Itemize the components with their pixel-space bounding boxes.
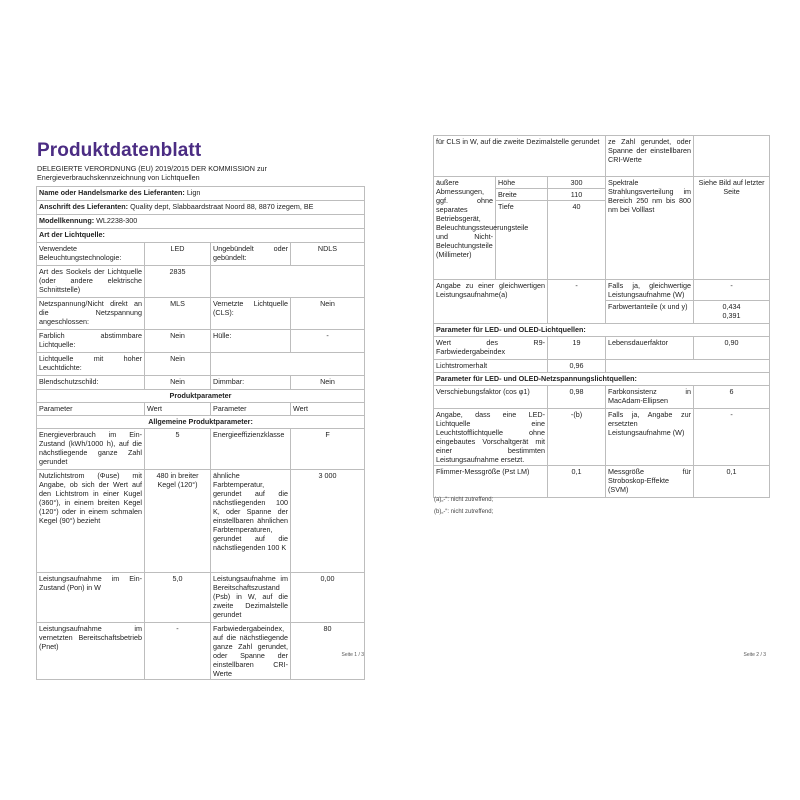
replaced-power-label: Falls ja, Angabe zur ersetzten Leistungsaufnahme (W) [606,409,694,466]
high-luminance-value: Nein [145,353,211,376]
dimmable-label: Dimmbar: [211,376,291,390]
chromaticity-label: Farbwertanteile (x und y) [606,301,694,324]
datasheet-page-1 [32,135,368,678]
networked-standby-value: - [145,623,211,680]
width-label: Breite [496,189,548,201]
displacement-factor-label: Verschiebungsfaktor (cos φ1) [434,386,548,409]
equivalent-power-value: - [548,280,606,324]
networked-standby-label: Leistungsaufnahme im vernetzten Bereitschaftsbetrieb (Pnet) [37,623,145,680]
anti-glare-value: Nein [145,376,211,390]
flicker-metric-label: Flimmer-Messgröße (Pst LM) [434,466,548,498]
product-info-table [36,186,365,680]
page-title: Produktdatenblatt [37,140,202,161]
on-power-label: Leistungsaufnahme im Ein-Zustand (Pon) in W [37,573,145,623]
high-luminance-label: Lichtquelle mit hoher Leuchtdichte: [37,353,145,376]
depth-value: 40 [548,201,606,280]
displacement-factor-value: 0,98 [548,386,606,409]
survival-factor-value: 0,90 [694,337,770,360]
survival-factor-label: Lebensdauerfaktor [606,337,694,360]
cct-label: ähnliche Farbtemperatur, gerundet auf die nächstliegenden 100 K, oder Spanne der einstellbaren ähnlichen Farbtemperaturen, gerundet auf die nächstliegenden 100 K [211,470,291,573]
colour-consistency-value: 6 [694,386,770,409]
energy-consumption-value: 5 [145,429,211,470]
height-value: 300 [548,177,606,189]
fluorescent-replacement-label: Angabe, dass eine LED-Lichtquelle eine Leuchtstofflichtquelle ohne eingebautes Vorschaltgerät mit einer bestimmten Leistungsaufnahme ersetzt. [434,409,548,466]
claimed-power-label: Falls ja, gleichwertige Leistungsaufnahme (W) [606,280,694,301]
lumen-maintenance-label: Lichtstromerhalt [434,360,548,373]
mains-label: Netzspannung/Nicht direkt an die Netzspannung angeschlossen: [37,298,145,330]
address-label: Anschrift des Lieferanten: [39,202,129,211]
directional-value: NDLS [291,243,365,266]
supplier-value: Lign [186,188,201,197]
led-parameters-heading: Parameter für LED- und OLED-Lichtquellen: [434,324,770,337]
col-value-header: Wert [145,403,211,416]
colour-tunable-value: Nein [145,330,211,353]
cap-type-value: 2835 [145,266,211,298]
stroboscopic-metric-label: Messgröße für Stroboskop-Effekte (SVM) [606,466,694,498]
fluorescent-replacement-value: -(b) [548,409,606,466]
cri-continued: ze Zahl gerundet, oder Spanne der einstellbaren CRI-Werte [606,136,694,177]
supplier-label: Name oder Handelsmarke des Lieferanten: [39,188,185,197]
envelope-label: Hülle: [211,330,291,353]
standby-power-label: Leistungsaufnahme im Bereitschaftszustand (Psb) in W, auf die zweite Dezimalstelle gerundet [211,573,291,623]
equivalent-power-label: Angabe zu einer gleichwertigen Leistungsaufnahme(a) [434,280,548,324]
directional-label: Ungebündelt oder gebündelt: [211,243,291,266]
spectral-distribution-label: Spektrale Strahlungsverteilung im Bereich 250 nm bis 800 nm bei Volllast [606,177,694,280]
dimensions-label: äußere Abmessungen, ggf. ohne separates Betriebsgerät, Beleuchtungssteuerungsteile und Nicht-Beleuchtungsteile (Millimeter) [434,177,496,280]
anti-glare-label: Blendschutzschild: [37,376,145,390]
r9-label: Wert des R9-Farbwiedergabeindex [434,337,548,360]
on-power-value: 5,0 [145,573,211,623]
cri-label: Farbwiedergabeindex, auf die nächstliegende ganze Zahl gerundet, oder Spanne der einstellbaren CRI-Werte [211,623,291,680]
cri-value: 80 [291,623,365,680]
useful-flux-value: 480 in breiter Kegel (120°) [145,470,211,573]
address-value: Quality dept, Slabbaardstraat Noord 88, 8870 izegem, BE [130,202,314,211]
connected-value: Nein [291,298,365,330]
cap-type-label: Art des Sockels der Lichtquelle (oder andere elektrische Schnittstelle) [37,266,145,298]
col-parameter-header-2: Parameter [211,403,291,416]
spectral-distribution-value: Siehe Bild auf letzter Seite [694,177,770,280]
cct-value: 3 000 [291,470,365,573]
lumen-maintenance-value: 0,96 [548,360,606,373]
col-value-header-2: Wert [291,403,365,416]
datasheet-page-2 [432,135,770,660]
envelope-value: - [291,330,365,353]
dimmable-value: Nein [291,376,365,390]
mains-led-parameters-heading: Parameter für LED- und OLED-Netzspannungslichtquellen: [434,373,770,386]
r9-value: 19 [548,337,606,360]
col-parameter-header: Parameter [37,403,145,416]
page-number: Seite 2 / 3 [743,651,766,658]
energy-class-label: Energieeffizienzklasse [211,429,291,470]
technology-label: Verwendete Beleuchtungstechnologie: [37,243,145,266]
product-parameters-heading: Produktparameter [37,390,365,403]
type-heading: Art der Lichtquelle: [37,229,365,243]
energy-class-value: F [291,429,365,470]
useful-flux-label: Nutzlichtstrom (Φuse) mit Angabe, ob sich der Wert auf den Lichtstrom in einer Kugel (360°), in einem breiten Kegel (120°) oder in einem schmalen Kegel (90°) bezieht [37,470,145,573]
mains-value: MLS [145,298,211,330]
model-value: WL2238-300 [96,216,138,225]
stroboscopic-metric-value: 0,1 [694,466,770,498]
claimed-power-value: - [694,280,770,301]
depth-label: Tiefe [496,201,548,280]
regulation-text: DELEGIERTE VERORDNUNG (EU) 2019/2015 DER KOMMISSION zur Energieverbrauchskennzeichnung von Lichtquellen [37,164,267,182]
chromaticity-y-value: 0,391 [722,311,741,320]
product-parameters-table-continued [433,135,770,498]
connected-label: Vernetzte Lichtquelle (CLS): [211,298,291,330]
technology-value: LED [145,243,211,266]
height-label: Höhe [496,177,548,189]
energy-consumption-label: Energieverbrauch im Ein-Zustand (kWh/1000 h), auf die nächstliegende ganze Zahl gerundet [37,429,145,470]
chromaticity-x-value: 0,434 [722,302,741,311]
standby-power-value: 0,00 [291,573,365,623]
general-parameters-heading: Allgemeine Produktparameter: [37,416,365,429]
colour-tunable-label: Farblich abstimmbare Lichtquelle: [37,330,145,353]
replaced-power-value: - [694,409,770,466]
width-value: 110 [548,189,606,201]
footnote-a: (a)„-“: nicht zutreffend; [434,497,494,503]
flicker-metric-value: 0,1 [548,466,606,498]
model-label: Modellkennung: [39,216,95,225]
colour-consistency-label: Farbkonsistenz in MacAdam-Ellipsen [606,386,694,409]
cls-standby-continued: für CLS in W, auf die zweite Dezimalstelle gerundet [434,136,606,177]
page-number: Seite 1 / 3 [341,651,364,658]
footnote-b: (b)„-“: nicht zutreffend; [434,509,494,515]
